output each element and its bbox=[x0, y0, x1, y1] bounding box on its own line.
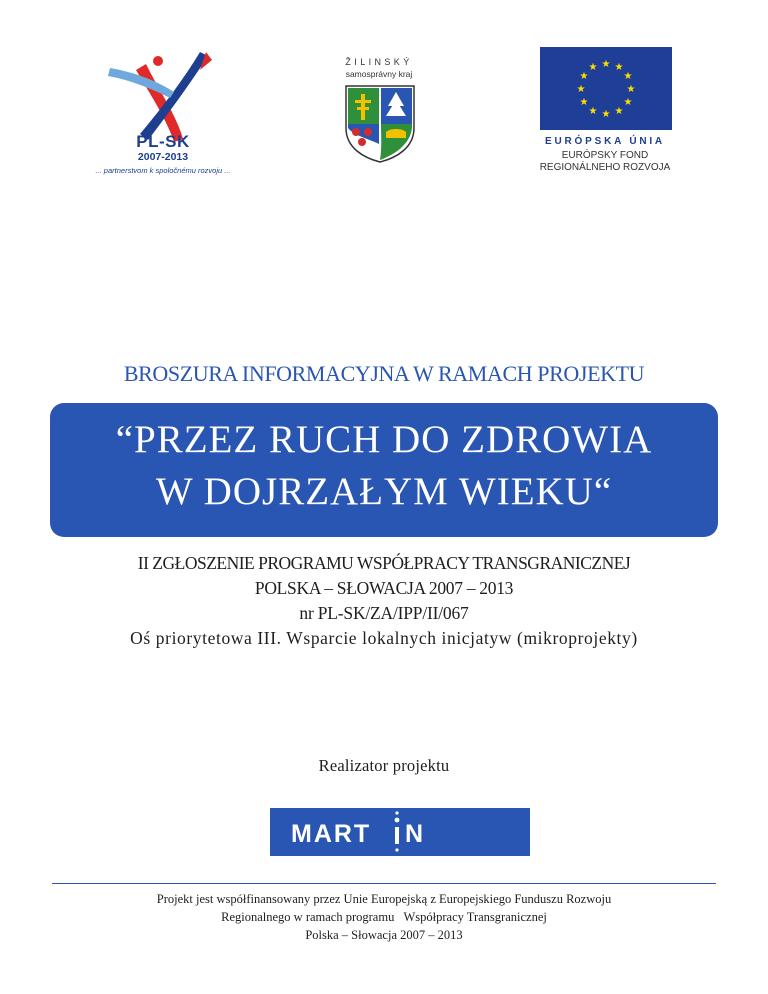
plsk-logo-tagline: ... partnerstvom k spoločnému rozvoju ... bbox=[95, 166, 231, 175]
svg-text:MART: MART bbox=[291, 820, 372, 848]
project-title-line1: “PRZEZ RUCH DO ZDROWIA bbox=[115, 418, 653, 461]
svg-text:N: N bbox=[405, 820, 424, 848]
svg-text:★: ★ bbox=[576, 84, 586, 95]
footer-line3: Polska – Słowacja 2007 – 2013 bbox=[305, 928, 463, 942]
plsk-logo-name: PL-SK bbox=[136, 132, 190, 151]
footer-line1: Projekt jest współfinansowany przez Unie Europejską z Europejskiego Funduszu Rozwoju bbox=[156, 892, 612, 906]
svg-text:★: ★ bbox=[623, 71, 633, 82]
zilina-region-subtitle: samosprávny kraj bbox=[345, 69, 413, 79]
svg-text:★: ★ bbox=[614, 62, 624, 73]
program-line1: II ZGŁOSZENIE PROGRAMU WSPÓŁPRACY TRANSGRANICZNEJ bbox=[137, 553, 631, 573]
brochure-subtitle: BROSZURA INFORMACYJNA W RAMACH PROJEKTU bbox=[123, 361, 645, 386]
svg-text:★: ★ bbox=[579, 97, 589, 108]
svg-text:★: ★ bbox=[588, 106, 598, 117]
zilina-region-name: ŽILINSKÝ bbox=[345, 57, 413, 67]
svg-text:★: ★ bbox=[623, 97, 633, 108]
zilina-coat-of-arms-icon bbox=[344, 84, 416, 164]
svg-text:★: ★ bbox=[626, 84, 636, 95]
footer-divider bbox=[52, 883, 716, 884]
project-number: nr PL-SK/ZA/IPP/II/067 bbox=[299, 603, 469, 623]
eu-fund-line1: EURÓPSKY FOND bbox=[561, 150, 649, 161]
eu-fund-line2: REGIONÁLNEHO ROZVOJA bbox=[539, 162, 671, 173]
eu-flag-icon bbox=[540, 47, 672, 130]
project-title-box bbox=[50, 403, 718, 537]
pl-sk-program-logo bbox=[88, 44, 238, 184]
project-implementer-label: Realizator projektu bbox=[318, 756, 450, 775]
footer-line2: Regionalnego w ramach programu Współpracy Transgranicznej bbox=[221, 910, 547, 924]
svg-text:★: ★ bbox=[601, 109, 611, 120]
svg-text:★: ★ bbox=[601, 59, 611, 70]
project-title-line2: W DOJRZAŁYM WIEKU“ bbox=[155, 470, 613, 513]
eu-title: EURÓPSKA ÚNIA bbox=[545, 136, 665, 147]
martin-logo bbox=[270, 808, 530, 856]
svg-text:★: ★ bbox=[588, 62, 598, 73]
svg-text:★: ★ bbox=[579, 71, 589, 82]
program-line2: POLSKA – SŁOWACJA 2007 – 2013 bbox=[254, 578, 514, 598]
svg-text:★: ★ bbox=[614, 106, 624, 117]
priority-axis: Oś priorytetowa III. Wsparcie lokalnych inicjatyw (mikroprojekty) bbox=[130, 628, 638, 648]
plsk-logo-years: 2007-2013 bbox=[137, 151, 189, 163]
